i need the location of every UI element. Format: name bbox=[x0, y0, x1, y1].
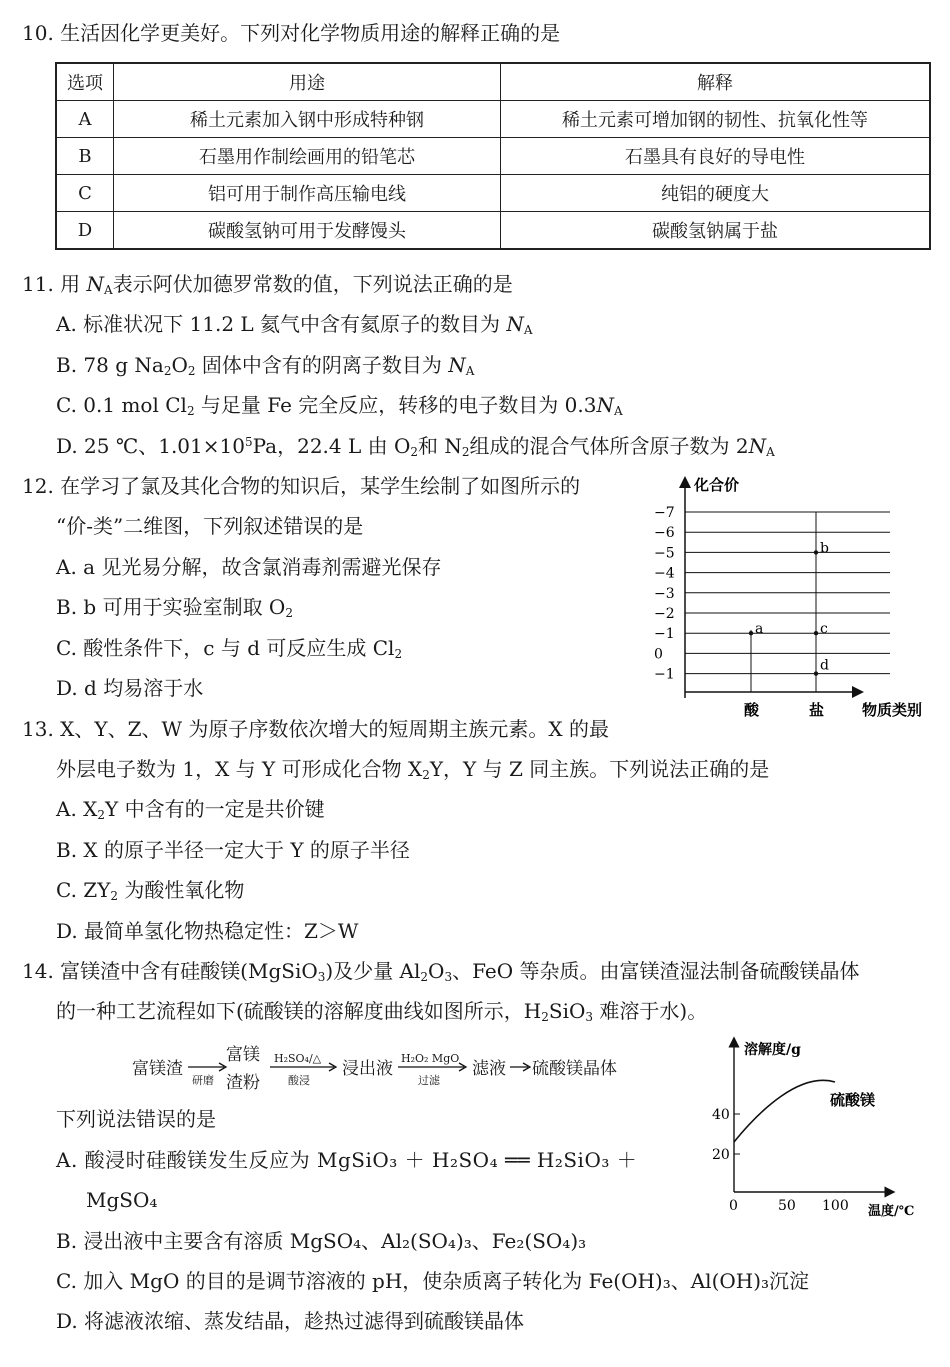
q12-option-b bbox=[56, 594, 293, 620]
y-tick-label: −3 bbox=[654, 585, 675, 602]
subscript: 2 bbox=[285, 606, 293, 620]
curve-label: 硫酸镁 bbox=[830, 1091, 876, 1109]
y-axis-label: 溶解度/g bbox=[744, 1042, 801, 1058]
q10-stem: 10. 生活因化学更美好。下列对化学物质用途的解释正确的是 bbox=[22, 21, 561, 45]
na-symbol: N bbox=[86, 272, 105, 296]
subscript: 2 bbox=[461, 445, 470, 459]
text-fragment: C. ZY bbox=[56, 878, 111, 902]
flow-step1-label: 研磨 bbox=[192, 1074, 214, 1087]
q12-stem-line1: 12. 在学习了氯及其化合物的知识后，某学生绘制了如图所示的 bbox=[22, 474, 581, 498]
subscript: 2 bbox=[394, 647, 403, 661]
table-header-cell: 用途 bbox=[114, 63, 501, 101]
point-label-d: d bbox=[820, 657, 829, 674]
subscript: 2 bbox=[186, 404, 195, 418]
subscript: 3 bbox=[317, 970, 326, 984]
text-fragment: 11. 用 bbox=[22, 272, 87, 296]
table-cell: A bbox=[56, 101, 114, 138]
q14-option-a-line1: A. 酸浸时硅酸镁发生反应为 MgSiO₃ ＋ H₂SO₄ ══ H₂SiO₃ ＋ bbox=[56, 1148, 638, 1172]
y-tick-label: −2 bbox=[654, 606, 675, 622]
table-cell: D bbox=[56, 212, 114, 250]
table-cell: C bbox=[56, 175, 114, 212]
q12-option-a: A. a 见光易分解，故含氯消毒剂需避光保存 bbox=[56, 555, 442, 579]
text-fragment: 的一种工艺流程如下(硫酸镁的溶解度曲线如图所示，H bbox=[56, 999, 542, 1023]
point-a bbox=[749, 631, 753, 635]
point-label-b: b bbox=[820, 540, 829, 557]
text-fragment: Pa，22.4 L 由 O bbox=[252, 434, 411, 458]
q11-option-b bbox=[56, 352, 474, 378]
y-tick-label: −1 bbox=[654, 626, 675, 643]
na-subscript: A bbox=[465, 364, 475, 378]
text-fragment: Y，Y 与 Z 同主族。下列说法正确的是 bbox=[429, 757, 770, 781]
text-fragment: 与足量 Fe 完全反应，转移的电子数目为 0.3 bbox=[194, 393, 597, 417]
x-tick-salt: 盐 bbox=[809, 701, 825, 719]
table-row bbox=[56, 212, 930, 250]
y-tick-label-40: 40 bbox=[712, 1107, 730, 1123]
q13-option-a bbox=[56, 796, 325, 822]
table-header-cell: 解释 bbox=[501, 63, 931, 101]
y-tick-label-20: 20 bbox=[712, 1147, 730, 1163]
text-fragment: D. 25 ℃、1.01×10 bbox=[56, 434, 245, 458]
q11-option-a bbox=[56, 311, 533, 337]
x-tick-acid: 酸 bbox=[744, 701, 760, 719]
text-fragment: SiO bbox=[548, 999, 586, 1023]
x-axis-label: 物质类别 bbox=[862, 701, 923, 719]
y-tick-label: −4 bbox=[654, 565, 675, 582]
flow-end: 硫酸镁晶体 bbox=[532, 1059, 617, 1079]
q14-option-d: D. 将滤液浓缩、蒸发结晶，趁热过滤得到硫酸镁晶体 bbox=[56, 1309, 525, 1333]
flow-arrow-4 bbox=[510, 1054, 532, 1080]
table-row bbox=[56, 101, 930, 138]
text-fragment: C. 酸性条件下，c 与 d 可反应生成 Cl bbox=[56, 636, 395, 660]
text-fragment: A. X bbox=[56, 797, 98, 821]
text-fragment: 14. 富镁渣中含有硅酸镁(MgSiO bbox=[22, 959, 318, 983]
text-fragment: 为酸性氧化物 bbox=[118, 878, 245, 902]
subscript: 2 bbox=[420, 970, 429, 984]
na-symbol: N bbox=[506, 312, 524, 336]
y-tick-label: −7 bbox=[654, 505, 675, 521]
flow-start: 富镁渣 bbox=[132, 1059, 183, 1079]
na-symbol: N bbox=[596, 393, 614, 417]
text-fragment: 固体中含有的阴离子数目为 bbox=[195, 353, 442, 377]
subscript: 2 bbox=[187, 364, 196, 378]
text-fragment: O bbox=[171, 353, 188, 377]
flow-step3-reagent: H₂O₂ MgO bbox=[401, 1052, 460, 1065]
na-subscript: A bbox=[766, 445, 775, 459]
table-cell: 石墨具有良好的导电性 bbox=[501, 138, 931, 175]
flow-step2-label: 酸浸 bbox=[288, 1074, 310, 1087]
na-symbol: N bbox=[748, 434, 767, 458]
solubility-curve bbox=[734, 1080, 835, 1142]
point-b bbox=[814, 550, 818, 554]
point-label-c: c bbox=[820, 621, 828, 638]
subscript: 2 bbox=[541, 1010, 549, 1024]
table-cell: 稀土元素加入钢中形成特种钢 bbox=[114, 101, 501, 138]
solubility-chart bbox=[700, 1030, 940, 1225]
subscript: 3 bbox=[444, 970, 453, 984]
point-d bbox=[814, 671, 818, 675]
q14-option-c: C. 加入 MgO 的目的是调节溶液的 pH，使杂质离子转化为 Fe(OH)₃、Al(OH)₃沉淀 bbox=[56, 1269, 810, 1293]
q11-option-d bbox=[56, 433, 775, 459]
q14-stem-line1 bbox=[22, 958, 859, 984]
subscript: 3 bbox=[585, 1010, 594, 1024]
text-fragment: 组成的混合气体所含原子数为 2 bbox=[469, 434, 749, 458]
flow-mid3: 滤液 bbox=[472, 1059, 506, 1079]
q11-stem bbox=[22, 271, 513, 297]
table-header-row bbox=[56, 63, 930, 101]
q12-stem-line2: “价-类”二维图，下列叙述错误的是 bbox=[56, 514, 364, 538]
q11-option-c bbox=[56, 392, 623, 418]
table-header-cell: 选项 bbox=[56, 63, 114, 101]
table-cell: B bbox=[56, 138, 114, 175]
na-subscript: A bbox=[104, 283, 113, 297]
y-tick-label: −6 bbox=[654, 525, 675, 542]
subscript: 2 bbox=[163, 364, 172, 378]
point-c bbox=[814, 631, 818, 635]
flow-mid2: 浸出液 bbox=[342, 1059, 393, 1079]
table-row bbox=[56, 175, 930, 212]
q13-stem-line2 bbox=[56, 756, 769, 782]
na-subscript: A bbox=[613, 404, 623, 418]
x-axis-label: 温度/℃ bbox=[868, 1204, 915, 1219]
q13-option-c bbox=[56, 877, 244, 903]
flow-step3-label: 过滤 bbox=[418, 1074, 440, 1087]
text-fragment: 和 N bbox=[418, 434, 462, 458]
point-label-a: a bbox=[755, 621, 764, 638]
text-fragment: C. 0.1 mol Cl bbox=[56, 393, 187, 417]
na-subscript: A bbox=[523, 323, 533, 337]
text-fragment: Y 中含有的一定是共价键 bbox=[105, 797, 325, 821]
subscript: 2 bbox=[410, 445, 419, 459]
y-tick-label: −1 bbox=[654, 666, 675, 683]
q14-option-b: B. 浸出液中主要含有溶质 MgSO₄、Al₂(SO₄)₃、Fe₂(SO₄)₃ bbox=[56, 1229, 587, 1253]
table-cell: 碳酸氢钠可用于发酵馒头 bbox=[114, 212, 501, 250]
text-fragment: 表示阿伏加德罗常数的值，下列说法正确的是 bbox=[112, 272, 513, 296]
text-fragment: O bbox=[428, 959, 445, 983]
q13-stem-line1: 13. X、Y、Z、W 为原子序数依次增大的短周期主族元素。X 的最 bbox=[22, 717, 610, 741]
flow-mid1-top: 富镁 bbox=[226, 1045, 260, 1065]
text-fragment: B. 78 g Na bbox=[56, 353, 164, 377]
q12-option-c bbox=[56, 635, 402, 661]
table-cell: 碳酸氢钠属于盐 bbox=[501, 212, 931, 250]
subscript: 2 bbox=[110, 889, 119, 903]
q13-option-b: B. X 的原子半径一定大于 Y 的原子半径 bbox=[56, 838, 410, 862]
flow-step2-reagent: H₂SO₄/△ bbox=[274, 1052, 322, 1065]
x-tick-label-100: 100 bbox=[822, 1198, 849, 1214]
text-fragment: B. b 可用于实验室制取 O bbox=[56, 595, 286, 619]
na-symbol: N bbox=[448, 353, 466, 377]
table-cell: 铝可用于制作高压输电线 bbox=[114, 175, 501, 212]
valence-class-chart bbox=[650, 470, 940, 720]
x-tick-label-50: 50 bbox=[778, 1198, 796, 1214]
q14-option-a-line2: MgSO₄ bbox=[86, 1188, 158, 1212]
y-tick-label: −5 bbox=[654, 545, 675, 562]
text-fragment: 、FeO 等杂质。由富镁渣湿法制备硫酸镁晶体 bbox=[452, 959, 860, 983]
q10-table bbox=[55, 62, 931, 250]
x-tick-label-0: 0 bbox=[729, 1198, 738, 1214]
text-fragment: 难溶于水)。 bbox=[593, 999, 708, 1023]
q13-option-d: D. 最简单氢化物热稳定性：Z＞W bbox=[56, 919, 359, 943]
subscript: 2 bbox=[422, 768, 430, 782]
process-flow-diagram bbox=[130, 1040, 650, 1096]
q14-stem-line2 bbox=[56, 998, 707, 1024]
y-tick-label: 0 bbox=[654, 646, 663, 663]
table-cell: 稀土元素可增加钢的韧性、抗氧化性等 bbox=[501, 101, 931, 138]
text-fragment: A. 标准状况下 11.2 L 氦气中含有氦原子的数目为 bbox=[56, 312, 501, 336]
y-axis-label: 化合价 bbox=[694, 476, 740, 494]
table-row bbox=[56, 138, 930, 175]
table-cell: 石墨用作制绘画用的铅笔芯 bbox=[114, 138, 501, 175]
text-fragment: )及少量 Al bbox=[325, 959, 421, 983]
text-fragment: 外层电子数为 1，X 与 Y 可形成化合物 X bbox=[56, 757, 423, 781]
subscript: 2 bbox=[97, 808, 106, 822]
table-cell: 纯铝的硬度大 bbox=[501, 175, 931, 212]
superscript: 5 bbox=[244, 435, 253, 449]
q14-sub-stem: 下列说法错误的是 bbox=[56, 1107, 216, 1131]
flow-mid1-bottom: 渣粉 bbox=[226, 1073, 260, 1093]
q12-option-d: D. d 均易溶于水 bbox=[56, 676, 204, 700]
